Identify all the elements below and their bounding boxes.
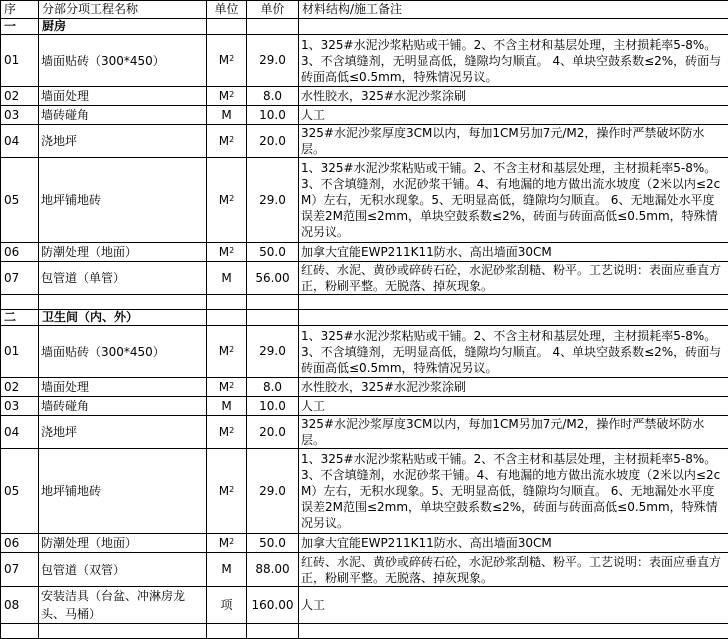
unit-text: M: [219, 193, 229, 207]
item-note: 325#水泥沙浆厚度3CM以内，每加1CM另加7元/M2，操作时严禁破坏防水层。: [299, 125, 728, 158]
item-seq: 05: [1, 449, 39, 534]
unit-superscript: 2: [229, 537, 234, 546]
item-seq: 03: [1, 106, 39, 125]
item-name: 地坪铺地砖: [39, 449, 207, 534]
section-empty-notes: [299, 19, 728, 35]
blank-cell: [207, 295, 247, 310]
item-name: 包管道（双管）: [39, 553, 207, 587]
item-unit: [207, 326, 247, 378]
unit-text: M: [219, 245, 229, 259]
item-note: 红砖、水泥、黄砂或碎砖石砼，水泥砂浆刮糙、粉平。工艺说明：表面应垂直方正，粉刷平整。无脱落、掉灰现象。: [299, 553, 728, 587]
item-unit: [207, 587, 247, 624]
table-row: [1, 125, 728, 158]
item-unit: [207, 416, 247, 449]
unit-text: M: [221, 108, 231, 122]
header-unit: 单位: [207, 1, 247, 19]
table-row: [1, 416, 728, 449]
item-seq: 02: [1, 87, 39, 106]
item-seq: 01: [1, 35, 39, 87]
item-seq: 02: [1, 378, 39, 397]
item-name: 防潮处理（地面）: [39, 243, 207, 262]
unit-text: M: [219, 425, 229, 439]
header-seq: 序: [1, 1, 39, 19]
item-unit: [207, 262, 247, 295]
item-name: 包管道（单管）: [39, 262, 207, 295]
item-note: 红砖、水泥、黄砂或碎砖石砼，水泥砂浆刮糙、粉平。工艺说明：表面应垂直方正，粉刷平整。无脱落、掉灰现象。: [299, 262, 728, 295]
item-unit: [207, 449, 247, 534]
table-row: [1, 378, 728, 397]
item-seq: 07: [1, 262, 39, 295]
item-price: 10.0: [247, 106, 299, 125]
blank-cell: [1, 624, 39, 639]
item-note: 325#水泥沙浆厚度3CM以内，每加1CM另加7元/M2，操作时严禁破坏防水层。: [299, 416, 728, 449]
unit-superscript: 2: [229, 485, 234, 494]
header-notes: 材料结构/施工备注: [299, 1, 728, 19]
section-seq: 一: [1, 19, 39, 35]
table-row: [1, 158, 728, 243]
item-note: 加拿大宜能EWP211K11防水、高出墙面30CM: [299, 534, 728, 553]
section-row-kitchen: [1, 19, 728, 35]
blank-cell: [207, 624, 247, 639]
item-note: 人工: [299, 397, 728, 416]
table-row: [1, 35, 728, 87]
item-note: 人工: [299, 587, 728, 624]
unit-text: M: [219, 536, 229, 550]
item-name: 防潮处理（地面）: [39, 534, 207, 553]
item-price: 29.0: [247, 326, 299, 378]
unit-superscript: 2: [229, 345, 234, 354]
item-price: 50.0: [247, 243, 299, 262]
unit-text: M: [219, 344, 229, 358]
blank-cell: [1, 295, 39, 310]
item-name: 浇地坪: [39, 416, 207, 449]
unit-superscript: 2: [229, 381, 234, 390]
unit-text: M: [219, 134, 229, 148]
section-title: 卫生间（内、外）: [39, 310, 207, 326]
unit-text: 项: [220, 598, 232, 612]
item-unit: [207, 243, 247, 262]
item-name: 浇地坪: [39, 125, 207, 158]
item-seq: 05: [1, 158, 39, 243]
table-row: [1, 534, 728, 553]
item-note: 水性胶水，325#水泥沙浆涂刷: [299, 378, 728, 397]
item-price: 20.0: [247, 125, 299, 158]
header-name: 分部分项工程名称: [39, 1, 207, 19]
unit-superscript: 2: [229, 54, 234, 63]
item-price: 29.0: [247, 449, 299, 534]
section-empty-unit: [207, 19, 247, 35]
item-seq: 04: [1, 125, 39, 158]
item-name: 安装洁具（台盆、冲淋房龙头、马桶）: [39, 587, 207, 624]
item-name: 墙面贴砖（300*450）: [39, 326, 207, 378]
item-unit: [207, 397, 247, 416]
section-title: 厨房: [39, 19, 207, 35]
table-row: [1, 106, 728, 125]
blank-cell: [299, 624, 728, 639]
blank-cell: [39, 295, 207, 310]
item-seq: 06: [1, 243, 39, 262]
table-row: [1, 326, 728, 378]
item-note: 1、325#水泥沙浆粘贴或干铺。2、不含主材和基层处理，主材损耗率5-8%。3、不含填缝剂，水泥砂浆干铺。4、有地漏的地方做出流水坡度（2米以内≤2cM）左右，无积水现象。5、无明显高低，缝隙均匀顺直。 6、无地漏处水平度误差2M范围≤2mm，单块空鼓系数≤2%，砖面与砖面高低≤0.5mm，特殊情况另议。: [299, 449, 728, 534]
table-row: [1, 87, 728, 106]
unit-text: M: [219, 53, 229, 67]
item-price: 29.0: [247, 35, 299, 87]
unit-text: M: [221, 271, 231, 285]
blank-cell: [247, 295, 299, 310]
item-unit: [207, 106, 247, 125]
item-price: 56.00: [247, 262, 299, 295]
item-note: 1、325#水泥沙浆粘贴或干铺。2、不含主材和基层处理，主材损耗率5-8%。3、不含填缝剂，无明显高低，缝隙均匀顺直。 4、单块空鼓系数≤2%，砖面与砖面高低≤0.5mm，特殊情况另议。: [299, 35, 728, 87]
item-seq: 03: [1, 397, 39, 416]
item-price: 29.0: [247, 158, 299, 243]
blank-row: [1, 295, 728, 310]
item-unit: [207, 553, 247, 587]
table-row: [1, 449, 728, 534]
item-seq: 08: [1, 587, 39, 624]
unit-text: M: [219, 380, 229, 394]
section-empty-notes: [299, 310, 728, 326]
unit-superscript: 2: [229, 135, 234, 144]
item-price: 8.0: [247, 87, 299, 106]
blank-cell: [39, 624, 207, 639]
item-note: 人工: [299, 106, 728, 125]
item-seq: 06: [1, 534, 39, 553]
table-row: [1, 587, 728, 624]
blank-row: [1, 624, 728, 639]
table-row: [1, 243, 728, 262]
blank-cell: [247, 624, 299, 639]
item-name: 墙砖碰角: [39, 106, 207, 125]
item-name: 墙面处理: [39, 87, 207, 106]
header-row: [1, 1, 728, 19]
item-price: 8.0: [247, 378, 299, 397]
item-seq: 07: [1, 553, 39, 587]
table-row: [1, 397, 728, 416]
unit-text: M: [221, 562, 231, 576]
item-price: 160.00: [247, 587, 299, 624]
unit-superscript: 2: [229, 426, 234, 435]
item-unit: [207, 158, 247, 243]
item-price: 50.0: [247, 534, 299, 553]
item-price: 10.0: [247, 397, 299, 416]
item-note: 加拿大宜能EWP211K11防水、高出墙面30CM: [299, 243, 728, 262]
unit-text: M: [219, 89, 229, 103]
table-row: [1, 262, 728, 295]
item-unit: [207, 35, 247, 87]
unit-superscript: 2: [229, 90, 234, 99]
unit-text: M: [221, 399, 231, 413]
item-name: 地坪铺地砖: [39, 158, 207, 243]
item-name: 墙砖碰角: [39, 397, 207, 416]
item-price: 88.00: [247, 553, 299, 587]
section-empty-price: [247, 19, 299, 35]
table-row: [1, 553, 728, 587]
item-unit: [207, 125, 247, 158]
section-row-bathroom: [1, 310, 728, 326]
section-empty-unit: [207, 310, 247, 326]
unit-text: M: [219, 484, 229, 498]
unit-superscript: 2: [229, 194, 234, 203]
header-price: 单价: [247, 1, 299, 19]
item-unit: [207, 534, 247, 553]
section-empty-price: [247, 310, 299, 326]
item-note: 水性胶水，325#水泥沙浆涂刷: [299, 87, 728, 106]
item-price: 20.0: [247, 416, 299, 449]
blank-cell: [299, 295, 728, 310]
item-note: 1、325#水泥沙浆粘贴或干铺。2、不含主材和基层处理，主材损耗率5-8%。3、不含填缝剂，水泥砂浆干铺。4、有地漏的地方做出流水坡度（2米以内≤2cM）左右，无积水现象。5、无明显高低，缝隙均匀顺直。 6、无地漏处水平度误差2M范围≤2mm，单块空鼓系数≤2%，砖面与砖面高低≤0.5mm，特殊情况另议。: [299, 158, 728, 243]
item-unit: [207, 87, 247, 106]
item-name: 墙面贴砖（300*450）: [39, 35, 207, 87]
item-name: 墙面处理: [39, 378, 207, 397]
section-seq: 二: [1, 310, 39, 326]
item-unit: [207, 378, 247, 397]
unit-superscript: 2: [229, 246, 234, 255]
item-note: 1、325#水泥沙浆粘贴或干铺。2、不含主材和基层处理，主材损耗率5-8%。3、不含填缝剂，无明显高低，缝隙均匀顺直。 4、单块空鼓系数≤2%，砖面与砖面高低≤0.5mm，特殊情况另议。: [299, 326, 728, 378]
item-seq: 04: [1, 416, 39, 449]
item-seq: 01: [1, 326, 39, 378]
